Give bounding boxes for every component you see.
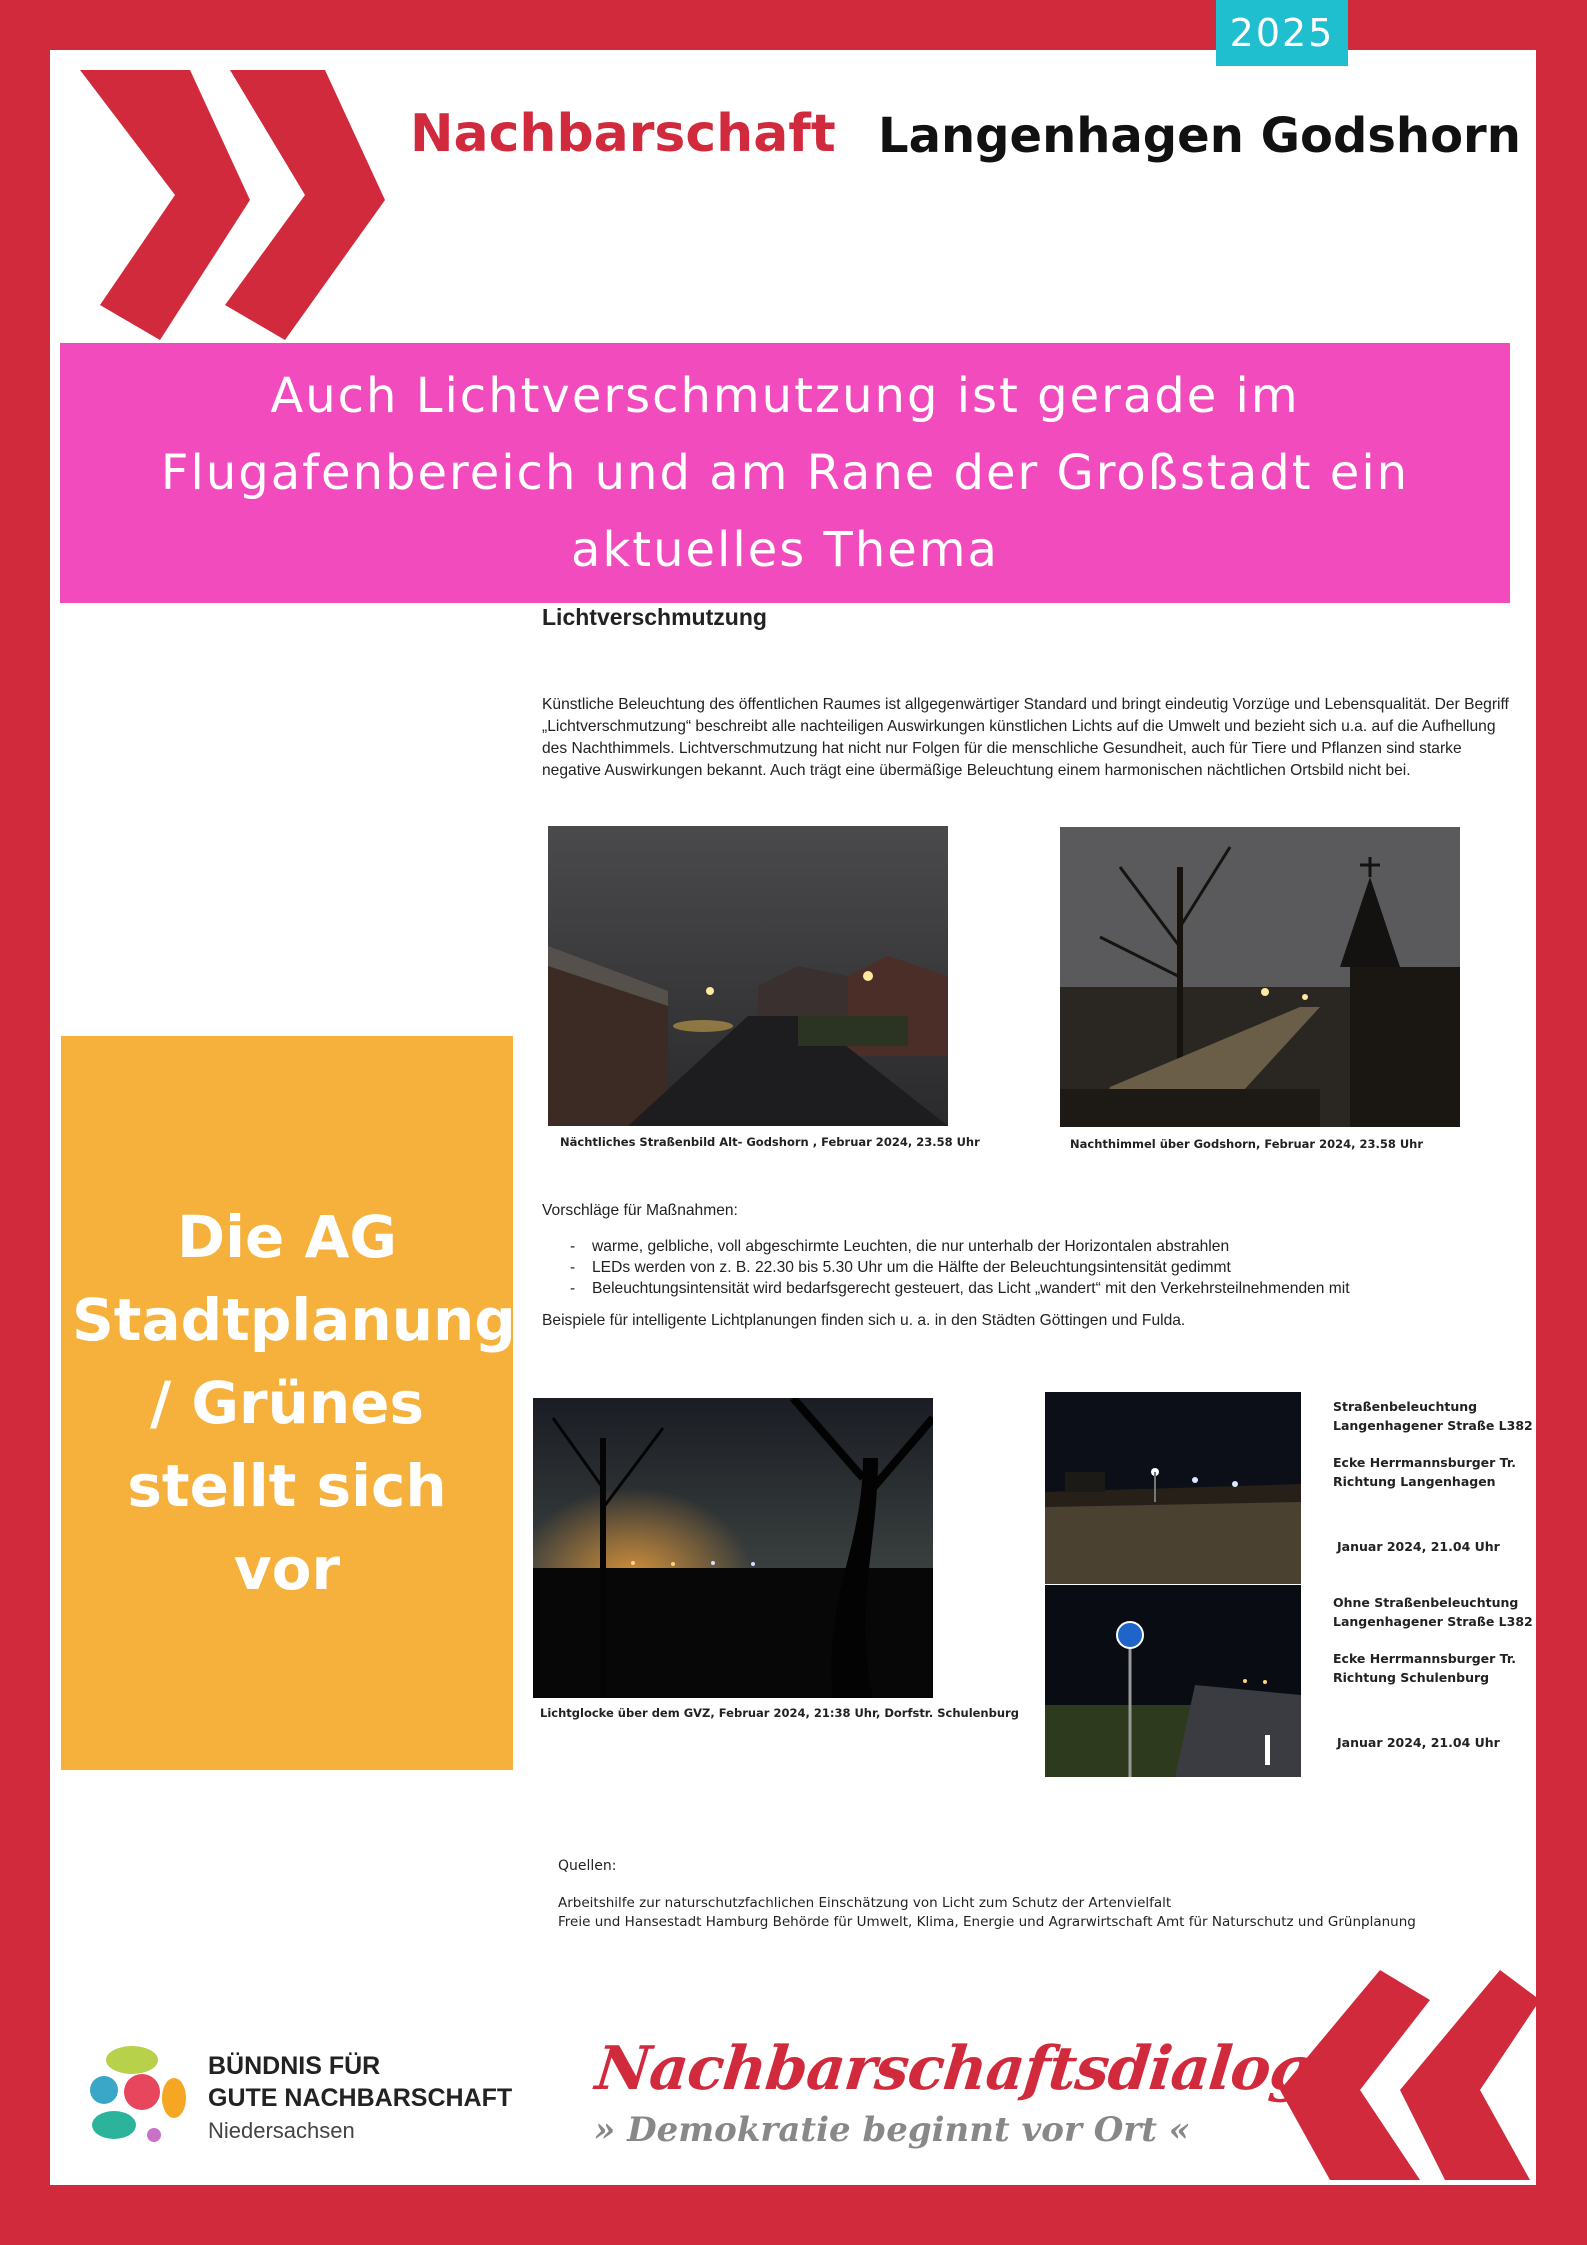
note-line: Richtung Langenhagen [1333, 1474, 1496, 1489]
source-item: Freie und Hansestadt Hamburg Behörde für Umwelt, Klima, Energie und Agrarwirtschaft Amt für Naturschutz und Grünplanung [558, 1914, 1416, 1930]
ag-intro-box [61, 1036, 516, 1770]
measures-list [562, 1236, 1512, 1299]
note-date: Januar 2024, 21.04 Uhr [1337, 1735, 1500, 1750]
source-item: Arbeitshilfe zur naturschutzfachlichen Einschätzung von Licht zum Schutz der Artenvielfalt [558, 1895, 1172, 1911]
nachbarschaftsdialoge-logo-title: Nachbarschaftsdialoge [592, 2034, 1352, 2104]
photo-no-street-lighting [1045, 1585, 1301, 1777]
note-line: Langenhagener Straße L382 [1333, 1614, 1533, 1629]
quote-mark-open-icon [40, 50, 400, 350]
logo-text-line-1: BÜNDNIS FÜR [208, 2052, 381, 2080]
note-line: Straßenbeleuchtung [1333, 1399, 1478, 1414]
note-line: Ohne Straßenbeleuchtung [1333, 1595, 1519, 1610]
measure-item: - LEDs werden von z. B. 22.30 bis 5.30 Uhr um die Hälfte der Beleuchtungsintensität gedimmt [562, 1257, 1512, 1278]
photo-street-godshorn [548, 826, 948, 1126]
measure-item: - Beleuchtungsintensität wird bedarfsgerecht gesteuert, das Licht „wandert“ mit den Verkehrsteilnehmenden mit [562, 1278, 1512, 1299]
logo-text-line-2: GUTE NACHBARSCHAFT [208, 2084, 513, 2112]
intro-paragraph: Künstliche Beleuchtung des öffentlichen Raumes ist allgegenwärtiger Standard und bringt eindeutig Vorzüge und Lebensqualität. Der Begriff „Lichtverschmutzung“ beschreibt alle nachteiligen Auswirkungen künstlichen Lichts auf die Umwelt und bezieht sich u.a. auf die Aufhellung des Nachthimmels. Lichtverschmutzung hat nicht nur Folgen für die menschliche Gesundheit, auch für Tiere und Pflanzen sind starke negative Auswirkungen bekannt. Auch trägt eine übermäßige Beleuchtung einem harmonischen nächtlichen Ortsbild nicht bei. [542, 696, 1509, 779]
nachbarschaftsdialoge-logo-subtitle: » Demokratie beginnt vor Ort « [594, 2110, 1191, 2150]
measures-title: Vorschläge für Maßnahmen: [542, 1202, 738, 1219]
examples-text: Beispiele für intelligente Lichtplanungen finden sich u. a. in den Städten Göttingen und Fulda. [542, 1312, 1186, 1329]
photo-street-lighting [1045, 1392, 1301, 1584]
caption-photo-3: Lichtglocke über dem GVZ, Februar 2024, 21:38 Uhr, Dorfstr. Schulenburg [540, 1706, 1019, 1720]
note-line: Richtung Schulenburg [1333, 1670, 1490, 1685]
sources-title: Quellen: [558, 1858, 617, 1874]
note-line: Ecke Herrmannsburger Tr. [1333, 1651, 1516, 1666]
year-badge: 2025 [1216, 0, 1348, 66]
title-location: Langenhagen Godshorn [878, 108, 1521, 164]
photo-night-sky-church [1060, 827, 1460, 1127]
note-line: Langenhagener Straße L382 [1333, 1418, 1533, 1433]
sources-list [558, 1894, 1416, 1932]
note-date: Januar 2024, 21.04 Uhr [1337, 1539, 1500, 1554]
section-heading: Lichtverschmutzung [542, 604, 767, 630]
title-neighborhood: Nachbarschaft [410, 104, 836, 164]
photo-light-dome-gvz [533, 1398, 933, 1698]
headline-banner [60, 343, 1510, 603]
buendnis-logo-icon [84, 2040, 194, 2150]
ag-intro-text: Die AG Stadtplanung / Grünes stellt sich vor [72, 1202, 516, 1603]
logo-text-line-3: Niedersachsen [208, 2118, 355, 2143]
measure-item: - warme, gelbliche, voll abgeschirmte Leuchten, die nur unterhalb der Horizontalen abstrahlen [562, 1236, 1512, 1257]
note-line: Ecke Herrmannsburger Tr. [1333, 1455, 1516, 1470]
note-without-lighting [1333, 1593, 1533, 1752]
caption-photo-1: Nächtliches Straßenbild Alt- Godshorn , Februar 2024, 23.58 Uhr [560, 1135, 980, 1149]
caption-photo-2: Nachthimmel über Godshorn, Februar 2024, 23.58 Uhr [1070, 1137, 1424, 1151]
headline-text: Auch Lichtverschmutzung ist gerade im Flugafenbereich und am Rane der Großstadt ein aktuelles Thema [160, 367, 1410, 578]
note-with-lighting [1333, 1397, 1533, 1556]
